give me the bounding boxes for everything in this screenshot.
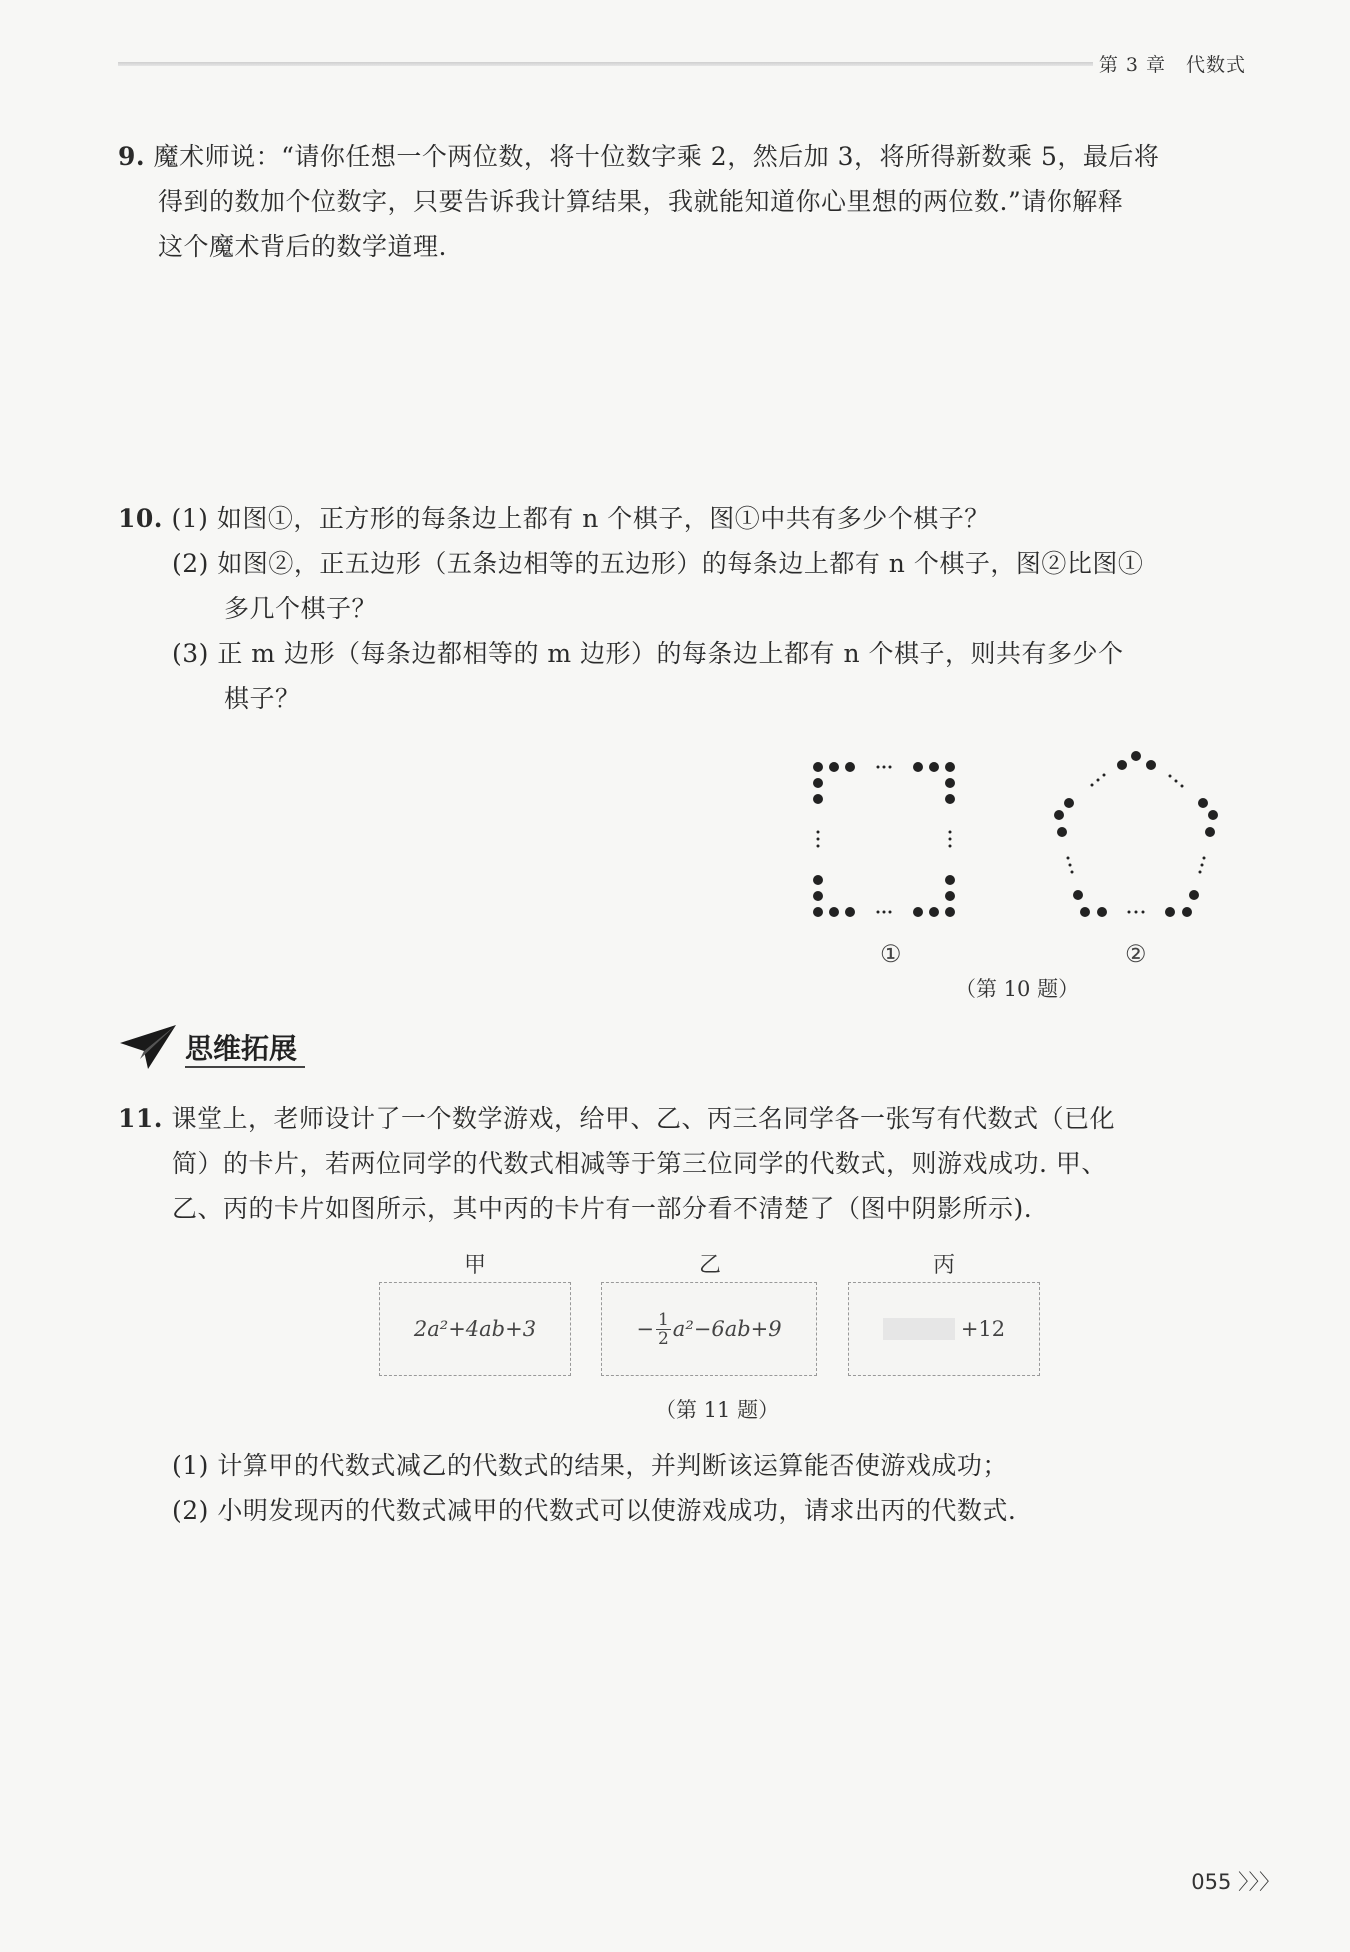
figure-1-label: ①	[880, 940, 902, 968]
question-text-line: 得到的数加个位数字，只要告诉我计算结果，我就能知道你心里想的两位数.”请你解释	[158, 187, 1124, 216]
paper-plane-icon	[118, 1023, 178, 1071]
sub-question: (2) 小明发现丙的代数式减甲的代数式可以使游戏成功，请求出丙的代数式.	[172, 1496, 1017, 1525]
card-yi	[601, 1282, 817, 1376]
card-bing	[848, 1282, 1040, 1376]
fraction-denominator: 2	[657, 1328, 669, 1349]
card-jia	[379, 1282, 571, 1376]
sub-question: (1) 如图①，正方形的每条边上都有 n 个棋子，图①中共有多少个棋子？	[171, 504, 990, 533]
page-number: 055 〉〉〉	[1191, 1870, 1280, 1894]
card-expression: 2a²+4ab+3	[413, 1317, 537, 1341]
sub-question: (1) 计算甲的代数式减乙的代数式的结果，并判断该运算能否使游戏成功；	[172, 1451, 1008, 1480]
square-dots-figure	[800, 752, 980, 932]
obscured-region	[883, 1318, 955, 1340]
question-text-line: 乙、丙的卡片如图所示，其中丙的卡片有一部分看不清楚了（图中阴影所示).	[172, 1194, 1033, 1223]
question-text-line: 魔术师说：“请你任想一个两位数，将十位数字乘 2，然后加 3，将所得新数乘 5，最后将	[153, 142, 1160, 171]
header-rule	[118, 62, 1093, 66]
figure-caption: （第 10 题）	[955, 977, 1080, 1001]
sub-question: (3) 正 m 边形（每条边都相等的 m 边形）的每条边上都有 n 个棋子，则共有多少个	[172, 639, 1124, 668]
figure-caption: （第 11 题）	[655, 1398, 780, 1422]
sub-question: (2) 如图②，正五边形（五条边相等的五边形）的每条边上都有 n 个棋子，图②比图①	[172, 549, 1144, 578]
question-number: 9.	[118, 142, 146, 171]
question-text-line: 简）的卡片，若两位同学的代数式相减等于第三位同学的代数式，则游戏成功. 甲、	[172, 1149, 1107, 1178]
sub-question-cont: 棋子？	[224, 684, 301, 713]
question-number: 10.	[118, 504, 163, 533]
question-11	[118, 1096, 1115, 1141]
card-expression-sign: −	[636, 1317, 654, 1341]
sub-question-cont: 多几个棋子？	[224, 594, 378, 623]
card-expression: a²−6ab+9	[672, 1317, 782, 1341]
question-text-line: 这个魔术背后的数学道理.	[158, 232, 447, 261]
card-yi-head: 乙	[699, 1253, 722, 1278]
fraction	[656, 1311, 671, 1348]
question-10	[118, 496, 990, 541]
fraction-numerator: 1	[657, 1309, 669, 1330]
question-9	[118, 134, 1159, 179]
section-title: 思维拓展	[185, 1032, 298, 1065]
card-jia-head: 甲	[464, 1253, 487, 1278]
question-number: 11.	[118, 1104, 163, 1133]
pentagon-dots-figure	[1035, 740, 1235, 930]
card-expression: +12	[960, 1317, 1006, 1341]
chapter-header: 第 3 章 代数式	[1098, 54, 1246, 76]
section-underline	[185, 1066, 305, 1068]
question-text-line: 课堂上，老师设计了一个数学游戏，给甲、乙、丙三名同学各一张写有代数式（已化	[171, 1104, 1115, 1133]
card-bing-head: 丙	[933, 1253, 956, 1278]
figure-2-label: ②	[1125, 940, 1147, 968]
